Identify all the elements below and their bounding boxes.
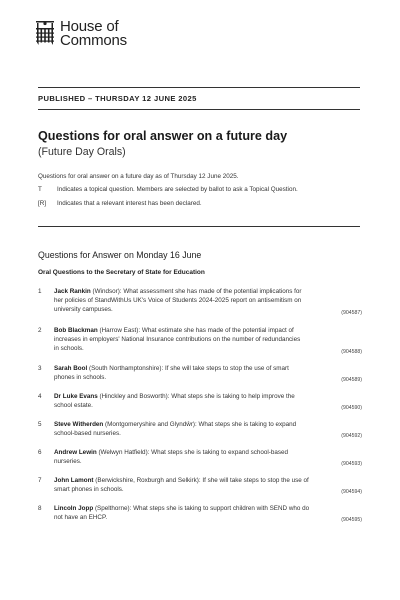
question-text [54,420,316,438]
legend-key: T [38,186,42,193]
member-constituency: (South Northamptonshire): [89,365,164,372]
question-line-2: her policies of StandWithUs UK's Voice of Students 2024-2025 report on antisemitism on [54,297,302,304]
question-line-1: What steps she is taking to expand school-based [151,449,289,456]
member-name: Bob Blackman [54,327,98,334]
question-reference: (904594) [341,489,362,495]
question-reference: (904593) [341,461,362,467]
question-text [54,504,316,522]
question-item [38,392,362,416]
question-line-1: What steps she is taking to help improve the [171,393,295,400]
question-line-2: school estate. [54,402,93,409]
question-line-3: in schools. [54,345,84,352]
section-heading: Questions for Answer on Monday 16 June [38,250,202,260]
member-name: Lincoln Jopp [54,505,94,512]
question-item [38,420,362,444]
question-line-1: If she will take steps to stop the use of smart [164,365,289,372]
question-text [54,392,316,410]
question-text [54,364,316,382]
question-number: 6 [38,449,42,456]
member-name: John Lamont [54,477,94,484]
member-name: Jack Rankin [54,288,91,295]
portcullis-icon [34,20,56,46]
question-number: 1 [38,288,42,295]
question-line-1: If she will take steps to stop the use of [202,477,309,484]
legend-text: Indicates a topical question. Members are selected by ballot to ask a Topical Question. [57,186,298,193]
member-constituency: (Montgomeryshire and Glyndŵr): [105,421,197,428]
question-text [54,326,316,353]
question-line-1: What steps she is taking to support children with SEND who do [133,505,310,512]
question-number: 4 [38,393,42,400]
question-number: 8 [38,505,42,512]
published-date: PUBLISHED – THURSDAY 12 JUNE 2025 [38,94,197,103]
logo-line-1: House of [60,18,119,35]
question-line-1: What assessment she has made of the potential implications for [123,288,302,295]
question-line-2: increases in employers' National Insurance contributions on the number of redundancies [54,336,301,343]
question-item [38,504,362,528]
question-text [54,448,316,466]
question-line-1: What steps she is taking to expand [198,421,297,428]
member-name: Steve Witherden [54,421,104,428]
question-line-1: What estimate she has made of the potential impact of [141,327,294,334]
question-number: 3 [38,365,42,372]
member-constituency: (Berwickshire, Roxburgh and Selkirk): [95,477,201,484]
question-item [38,476,362,500]
legend-key: [R] [38,200,47,207]
question-reference: (904592) [341,433,362,439]
question-reference: (904595) [341,517,362,523]
legend-row-interest [38,199,202,208]
question-item [38,287,362,323]
member-name: Andrew Lewin [54,449,97,456]
intro-text: Questions for oral answer on a future day as of Thursday 12 June 2025. [38,173,239,180]
question-line-2: school-based nurseries. [54,430,121,437]
member-constituency: (Harrow East): [99,327,141,334]
house-of-commons-logo [34,20,127,48]
legend-row-topical [38,185,298,194]
question-number: 5 [38,421,42,428]
member-constituency: (Welwyn Hatfield): [98,449,150,456]
member-name: Sarah Bool [54,365,88,372]
member-constituency: (Spelthorne): [94,505,132,512]
legend-text: Indicates that a relevant interest has been declared. [57,200,202,207]
question-reference: (904587) [341,310,362,316]
page-title: Questions for oral answer on a future day [38,129,288,143]
department-heading: Oral Questions to the Secretary of State for Education [38,269,205,276]
question-line-2: smart phones in schools. [54,486,124,493]
logo-line-2: Commons [60,32,127,49]
logo-text [60,20,127,48]
question-line-3: university campuses. [54,306,113,313]
question-reference: (904590) [341,405,362,411]
question-line-2: phones in schools. [54,374,107,381]
question-number: 7 [38,477,42,484]
page-subtitle: (Future Day Orals) [38,146,126,158]
published-divider [38,109,360,110]
top-divider [38,87,360,88]
question-item [38,326,362,362]
question-number: 2 [38,327,42,334]
question-text [54,287,316,314]
question-item [38,364,362,388]
section-divider [38,226,360,227]
question-item [38,448,362,472]
member-constituency: (Windsor): [92,288,122,295]
member-constituency: (Hinckley and Bosworth): [99,393,170,400]
member-name: Dr Luke Evans [54,393,98,400]
question-text [54,476,316,494]
question-line-2: nurseries. [54,458,82,465]
question-reference: (904589) [341,377,362,383]
question-line-2: not have an EHCP. [54,514,108,521]
question-reference: (904588) [341,349,362,355]
